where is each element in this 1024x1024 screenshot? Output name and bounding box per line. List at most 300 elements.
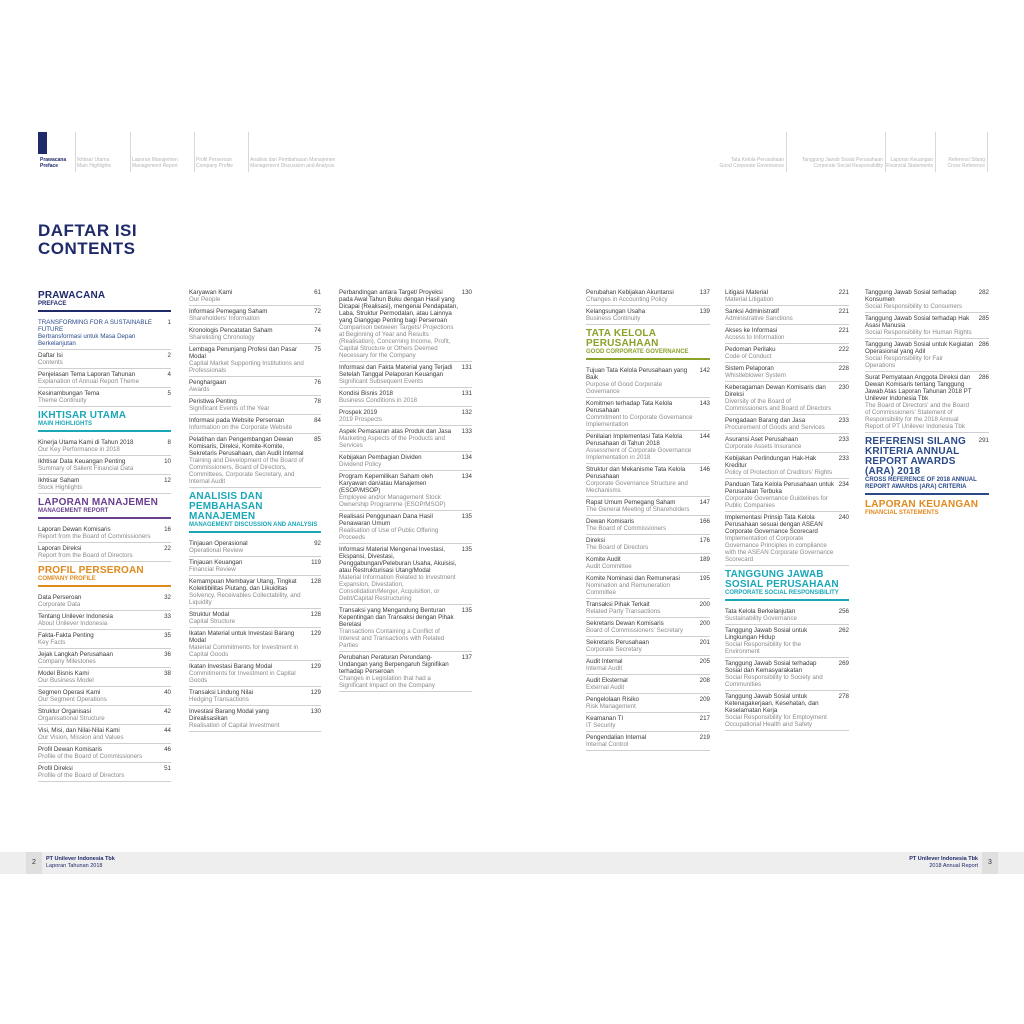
entry-page-number: 10 xyxy=(164,458,171,465)
nav-tab-marker xyxy=(935,132,936,172)
toc-entry[interactable] xyxy=(339,426,472,452)
toc-entry[interactable] xyxy=(725,606,849,625)
toc-entry[interactable] xyxy=(586,306,710,325)
toc-entry[interactable] xyxy=(189,628,321,661)
entry-page-number: 129 xyxy=(310,663,321,670)
toc-entry[interactable] xyxy=(725,287,849,306)
entry-page-number: 61 xyxy=(314,289,321,296)
section-title: LAPORAN MANAJEMEN xyxy=(38,497,159,508)
toc-entry[interactable] xyxy=(586,675,710,694)
entry-title: Lembaga Penunjang Profesi dan Pasar Modal xyxy=(189,346,298,360)
nav-tab-label: Analisis dan Pembahasan Manajemen xyxy=(250,157,336,163)
footer-text xyxy=(909,856,978,870)
entry-page-number: 147 xyxy=(699,499,710,506)
page-title xyxy=(38,222,137,258)
toc-entry[interactable] xyxy=(38,668,171,687)
entry-translation: Realisation of Use of Public Offering Proceeds xyxy=(339,527,439,541)
entry-title: Realisasi Penggunaan Dana Hasil Penawaran Umum xyxy=(339,513,433,527)
toc-entry[interactable] xyxy=(189,287,321,306)
entry-title: Informasi Material Mengenai Investasi, Ekspansi, Divestasi, Penggabungan/Peleburan Usaha, Akuisisi, atau Restrukturisasi Utang/Modal xyxy=(339,546,457,574)
entry-translation: Shareholders' Information xyxy=(189,315,260,322)
toc-entry[interactable] xyxy=(189,377,321,396)
toc-entry[interactable] xyxy=(586,732,710,751)
toc-entry[interactable] xyxy=(189,557,321,576)
nav-tab-marker xyxy=(75,132,76,172)
toc-entry[interactable] xyxy=(38,456,171,475)
entry-title: Perubahan Kebijakan Akuntansi xyxy=(586,289,674,296)
toc-entry[interactable] xyxy=(725,691,849,731)
entry-page-number: 8 xyxy=(167,439,171,446)
entry-translation: Whistleblower System xyxy=(725,372,786,379)
entry-page-number: 233 xyxy=(838,455,849,462)
entry-page-number: 228 xyxy=(838,365,849,372)
nav-tab-sublabel: Management Discussion and Analysis xyxy=(250,163,335,169)
toc-entry[interactable] xyxy=(865,313,989,339)
entry-translation: External Audit xyxy=(586,684,625,691)
toc-entry[interactable] xyxy=(38,687,171,706)
entry-page-number: 128 xyxy=(310,611,321,618)
toc-entry[interactable] xyxy=(725,415,849,434)
entry-page-number: 233 xyxy=(838,417,849,424)
toc-entry[interactable] xyxy=(38,763,171,782)
entry-translation: Company Milestones xyxy=(38,658,96,665)
toc-entry[interactable] xyxy=(586,618,710,637)
nav-tab[interactable] xyxy=(888,132,936,172)
footer-company: PT Unilever Indonesia Tbk xyxy=(46,856,115,862)
toc-entry[interactable] xyxy=(725,344,849,363)
toc-column-3 xyxy=(339,287,472,692)
entry-page-number: 286 xyxy=(978,374,989,381)
entry-title: Panduan Tata Kelola Perusahaan untuk Perusahaan Terbuka xyxy=(725,481,834,495)
section-heading xyxy=(865,437,989,495)
entry-translation: Audit Committee xyxy=(586,563,632,570)
toc-entry[interactable] xyxy=(725,479,849,512)
section-title: IKHTISAR UTAMA xyxy=(38,410,127,421)
toc-entry[interactable] xyxy=(189,306,321,325)
nav-tab[interactable] xyxy=(792,132,886,172)
entry-translation: Our Vision, Mission and Values xyxy=(38,734,124,741)
entry-translation: Information on the Corporate Website xyxy=(189,424,293,431)
entry-translation: Capital Structure xyxy=(189,618,236,625)
toc-entry[interactable] xyxy=(38,744,171,763)
entry-translation: Social Responsibility for Fair Operations xyxy=(865,355,944,369)
entry-page-number: 139 xyxy=(699,308,710,315)
entry-title: Tanggung Jawab Sosial terhadap Konsumen xyxy=(865,289,957,303)
toc-entry[interactable] xyxy=(189,661,321,687)
nav-tab[interactable] xyxy=(720,132,787,172)
entry-translation: Changes in Accounting Policy xyxy=(586,296,668,303)
entry-page-number: 217 xyxy=(699,715,710,722)
toc-entry[interactable] xyxy=(725,363,849,382)
entry-page-number: 208 xyxy=(699,677,710,684)
entry-translation: Organisational Structure xyxy=(38,715,105,722)
nav-tab-sublabel: Main Highlights xyxy=(77,163,112,169)
toc-entry[interactable] xyxy=(38,543,171,562)
nav-tab-sublabel: Company Profile xyxy=(196,163,233,169)
toc-entry[interactable] xyxy=(586,365,710,398)
entry-translation: Social Responsibility for Employment Occupational Health and Safety xyxy=(725,714,827,728)
entry-page-number: 142 xyxy=(699,367,710,374)
section-title: PRAWACANA xyxy=(38,290,106,301)
section-heading xyxy=(865,500,989,519)
entry-title: Litigasi Material xyxy=(725,289,768,296)
page-number: 3 xyxy=(982,852,998,874)
toc-entry[interactable] xyxy=(339,388,472,407)
nav-tab[interactable] xyxy=(937,132,988,172)
section-title: REFERENSI SILANG KRITERIA ANNUAL REPORT AWARDS (ARA) 2018 xyxy=(865,436,966,477)
entry-translation: Corporate Secretary xyxy=(586,646,642,653)
entry-page-number: 133 xyxy=(461,428,472,435)
page-number: 291 xyxy=(978,437,989,444)
toc-entry[interactable] xyxy=(586,599,710,618)
section-subtitle: COMPANY PROFILE xyxy=(38,576,96,582)
entry-page-number: 78 xyxy=(314,398,321,405)
entry-page-number: 282 xyxy=(978,289,989,296)
entry-title: Ikhtisar Saham xyxy=(38,477,80,484)
entry-title: Tanggung Jawab Sosial untuk Kegiatan Operasional yang Adil xyxy=(865,341,974,355)
toc-entry[interactable] xyxy=(38,317,171,350)
section-heading xyxy=(189,492,321,533)
entry-title: Program Kepemilikan Saham oleh Karyawan dan/atau Manajemen (ESOP/MSOP) xyxy=(339,473,433,494)
entry-translation: Business Conditions in 2018 xyxy=(339,397,418,404)
page-title-id: DAFTAR ISI xyxy=(38,221,138,240)
entry-page-number: 38 xyxy=(164,670,171,677)
entry-title: Segmen Operasi Kami xyxy=(38,689,101,696)
entry-translation: Hedging Transactions xyxy=(189,696,249,703)
toc-entry[interactable] xyxy=(865,287,989,313)
entry-translation: Corporate Assets Insurance xyxy=(725,443,802,450)
entry-translation: Report from the Board of Directors xyxy=(38,552,133,559)
entry-page-number: 240 xyxy=(838,514,849,521)
toc-entry[interactable] xyxy=(865,372,989,433)
entry-title: Penilaian Implementasi Tata Kelola Perusahaan di Tahun 2018 xyxy=(586,433,683,447)
entry-title: Investasi Barang Modal yang Direalisasikan xyxy=(189,708,269,722)
entry-title: Kinerja Utama Kami di Tahun 2018 xyxy=(38,439,134,446)
toc-entry[interactable] xyxy=(189,576,321,609)
nav-tab-marker xyxy=(194,132,195,172)
entry-title: TRANSFORMING FOR A SUSTAINABLE FUTURE xyxy=(38,319,153,333)
toc-entry[interactable] xyxy=(38,649,171,668)
toc-entry[interactable] xyxy=(339,362,472,388)
toc-entry[interactable] xyxy=(725,512,849,566)
entry-page-number: 137 xyxy=(699,289,710,296)
entry-title: Karyawan Kami xyxy=(189,289,233,296)
toc-column-6 xyxy=(865,287,989,524)
entry-translation: Access to Information xyxy=(725,334,785,341)
entry-translation: Sharelisting Chronology xyxy=(189,334,255,341)
entry-title: Struktur Modal xyxy=(189,611,230,618)
section-heading xyxy=(38,291,171,312)
entry-title: Transaksi yang Mengandung Benturan Kepentingan dan Transaksi dengan Pihak Berelasi xyxy=(339,607,454,628)
toc-entry[interactable] xyxy=(725,382,849,415)
entry-title: Tinjauan Keuangan xyxy=(189,559,243,566)
entry-page-number: 75 xyxy=(314,346,321,353)
entry-title: Tentang Unilever Indonesia xyxy=(38,613,113,620)
entry-translation: Corporate Governance Guidelines for Public Companies xyxy=(725,495,828,509)
entry-translation: Procurement of Goods and Services xyxy=(725,424,825,431)
entry-title: Penjelasan Tema Laporan Tahunan xyxy=(38,371,136,378)
entry-page-number: 219 xyxy=(699,734,710,741)
toc-entry[interactable] xyxy=(189,538,321,557)
entry-title: Laporan Direksi xyxy=(38,545,82,552)
entry-page-number: 234 xyxy=(838,481,849,488)
entry-translation: Bertransformasi untuk Masa Depan Berkelanjutan xyxy=(38,333,136,347)
entry-translation: Theme Continuity xyxy=(38,397,87,404)
entry-page-number: 119 xyxy=(311,559,321,566)
entry-title: Pengelolaan Risiko xyxy=(586,696,639,703)
section-subtitle: GOOD CORPORATE GOVERNANCE xyxy=(586,349,689,355)
entry-page-number: 129 xyxy=(310,630,321,637)
entry-title: Informasi pada Website Perseroan xyxy=(189,417,285,424)
entry-title: Laporan Dewan Komisaris xyxy=(38,526,111,533)
toc-entry[interactable] xyxy=(38,706,171,725)
section-heading xyxy=(586,329,710,360)
entry-title: Profil Direksi xyxy=(38,765,73,772)
entry-title: Kelangsungan Usaha xyxy=(586,308,646,315)
toc-entry[interactable] xyxy=(725,453,849,479)
entry-translation: Material Commitments for Investment in Capital Goods xyxy=(189,644,299,658)
toc-entry[interactable] xyxy=(725,625,849,658)
entry-translation: The General Meeting of Shareholders xyxy=(586,506,690,513)
entry-page-number: 144 xyxy=(699,433,710,440)
entry-translation: Sustainability Governance xyxy=(725,615,797,622)
entry-title: Tanggung Jawab Sosial untuk Ketenagakerjaan, Kesehatan, dan Keselamatan Kerja xyxy=(725,693,819,714)
entry-page-number: 16 xyxy=(164,526,171,533)
toc-entry[interactable] xyxy=(586,637,710,656)
entry-page-number: 221 xyxy=(838,289,849,296)
toc-entry[interactable] xyxy=(189,687,321,706)
footer-left xyxy=(0,852,512,874)
entry-title: Struktur dan Mekanisme Tata Kelola Perusahaan xyxy=(586,466,686,480)
entry-title: Daftar Isi xyxy=(38,352,63,359)
entry-page-number: 5 xyxy=(167,390,171,397)
entry-translation: Social Responsibility for the Environment xyxy=(725,641,802,655)
toc-entry[interactable] xyxy=(725,434,849,453)
entry-title: Struktur Organisasi xyxy=(38,708,91,715)
entry-translation: Purpose of Good Corporate Governance xyxy=(586,381,663,395)
entry-translation: Employee and/or Management Stock Ownership Programme (ESOP/MSOP) xyxy=(339,494,446,508)
entry-page-number: 134 xyxy=(461,454,472,461)
section-subtitle: MANAGEMENT REPORT xyxy=(38,508,109,514)
entry-translation: Policy of Protection of Creditors' Rights xyxy=(725,469,833,476)
entry-translation: Operational Review xyxy=(189,547,243,554)
entry-page-number: 42 xyxy=(164,708,171,715)
entry-translation: Dividend Policy xyxy=(339,461,382,468)
toc-entry[interactable] xyxy=(586,431,710,464)
entry-page-number: 132 xyxy=(461,409,472,416)
toc-entry[interactable] xyxy=(38,350,171,369)
entry-title: Implementasi Prinsip Tata Kelola Perusahaan sesuai dengan ASEAN Corporate Governance Scorecard xyxy=(725,514,823,535)
entry-page-number: 40 xyxy=(164,689,171,696)
entry-title: Audit Eksternal xyxy=(586,677,628,684)
entry-page-number: 46 xyxy=(164,746,171,753)
entry-page-number: 129 xyxy=(310,689,321,696)
entry-title: Profil Dewan Komisaris xyxy=(38,746,102,753)
entry-page-number: 195 xyxy=(699,575,710,582)
nav-tab-sublabel: Cross Reference xyxy=(947,163,985,169)
entry-page-number: 256 xyxy=(838,608,849,615)
entry-translation: Contents xyxy=(38,359,63,366)
nav-tab-label: Tata Kelola Perusahaan xyxy=(730,157,784,163)
toc-entry[interactable] xyxy=(189,344,321,377)
toc-entry[interactable] xyxy=(339,511,472,544)
entry-title: Ikhtisar Data Keuangan Penting xyxy=(38,458,126,465)
entry-title: Data Perseroan xyxy=(38,594,82,601)
toc-entry[interactable] xyxy=(586,287,710,306)
toc-entry[interactable] xyxy=(38,369,171,388)
entry-title: Informasi dan Fakta Material yang Terjadi Setelah Tanggal Pelaporan Keuangan xyxy=(339,364,453,378)
entry-page-number: 72 xyxy=(314,308,321,315)
entry-title: Surat Pernyataan Anggota Direksi dan Dewan Komisaris tentang Tanggung Jawab Atas Laporan Tahunan 2018 PT Unilever Indonesia Tbk xyxy=(865,374,972,402)
toc-entry[interactable] xyxy=(586,464,710,497)
section-title: PROFIL PERSEROAN xyxy=(38,565,144,576)
entry-page-number: 200 xyxy=(699,620,710,627)
entry-title: Perubahan Peraturan Perundang-Undangan yang Berpengaruh Signifikan terhadap Perseroan xyxy=(339,654,449,675)
toc-entry[interactable] xyxy=(189,434,321,488)
entry-title: Aspek Pemasaran atas Produk dan Jasa xyxy=(339,428,452,435)
entry-title: Kondisi Bisnis 2018 xyxy=(339,390,394,397)
toc-entry[interactable] xyxy=(38,592,171,611)
entry-title: Pelatihan dan Pengembangan Dewan Komisaris, Direksi, Komite-Komite, Sekretaris Perusahaan, dan Audit Internal xyxy=(189,436,304,457)
toc-entry[interactable] xyxy=(38,524,171,543)
nav-tab-label: Profil Perseroan xyxy=(196,157,232,163)
toc-column-4 xyxy=(586,287,710,751)
top-navigation-right xyxy=(720,132,988,172)
entry-page-number: 209 xyxy=(699,696,710,703)
toc-entry[interactable] xyxy=(586,713,710,732)
entry-title: Visi, Misi, dan Nilai-Nilai Kami xyxy=(38,727,120,734)
toc-entry[interactable] xyxy=(339,287,472,362)
toc-entry[interactable] xyxy=(189,415,321,434)
toc-entry[interactable] xyxy=(38,437,171,456)
toc-entry[interactable] xyxy=(339,652,472,692)
entry-page-number: 2 xyxy=(167,352,171,359)
entry-translation: Explanation of Annual Report Theme xyxy=(38,378,140,385)
toc-entry[interactable] xyxy=(38,388,171,407)
entry-page-number: 22 xyxy=(164,545,171,552)
entry-title: Rapat Umum Pemegang Saham xyxy=(586,499,676,506)
entry-title: Informasi Pemegang Saham xyxy=(189,308,268,315)
toc-entry[interactable] xyxy=(865,339,989,372)
entry-translation: Capital Market Supporting Institutions and Professionals xyxy=(189,360,304,374)
entry-title: Akses ke Informasi xyxy=(725,327,778,334)
toc-entry[interactable] xyxy=(586,516,710,535)
toc-entry[interactable] xyxy=(339,605,472,652)
entry-page-number: 76 xyxy=(314,379,321,386)
toc-entry[interactable] xyxy=(189,396,321,415)
entry-title: Tata Kelola Berkelanjutan xyxy=(725,608,796,615)
toc-entry[interactable] xyxy=(586,573,710,599)
entry-title: Kemampuan Membayar Utang, Tingkat Kolektibilitas Piutang, dan Likuiditas xyxy=(189,578,297,592)
entry-page-number: 285 xyxy=(978,315,989,322)
toc-entry[interactable] xyxy=(586,398,710,431)
section-subtitle: MAIN HIGHLIGHTS xyxy=(38,421,92,427)
section-subtitle: CORPORATE SOCIAL RESPONSIBILITY xyxy=(725,590,839,596)
toc-entry[interactable] xyxy=(586,497,710,516)
entry-translation: Realisation of Capital Investment xyxy=(189,722,280,729)
entry-page-number: 36 xyxy=(164,651,171,658)
toc-column-5 xyxy=(725,287,849,731)
entry-translation: Diversity of the Board of Commissioners and Board of Directors xyxy=(725,398,832,412)
entry-translation: Significant Subsequent Events xyxy=(339,378,423,385)
toc-entry[interactable] xyxy=(339,544,472,605)
entry-page-number: 4 xyxy=(167,371,171,378)
entry-translation: Material Information Related to Investment Expansion, Divestation, Consolidation/Merger, Acquisition, or Debt/Capital Restructuring xyxy=(339,574,456,602)
entry-title: Transaksi Lindung Nilai xyxy=(189,689,254,696)
entry-translation: Our Key Performance in 2018 xyxy=(38,446,120,453)
entry-translation: Our Segment Operations xyxy=(38,696,107,703)
entry-page-number: 262 xyxy=(838,627,849,634)
entry-page-number: 205 xyxy=(699,658,710,665)
toc-entry[interactable] xyxy=(725,658,849,691)
section-heading xyxy=(38,566,171,587)
toc-entry[interactable] xyxy=(339,452,472,471)
entry-translation: Profile of the Board of Commissioners xyxy=(38,753,143,760)
toc-entry[interactable] xyxy=(725,306,849,325)
entry-title: Tujuan Tata Kelola Perusahaan yang Baik xyxy=(586,367,688,381)
entry-translation: Comparison between Targets/ Projections at Beginning of Year and Results (Realisation), Concerning Income, Profit, Capital Structure or Others Deemed Necessary for the Company xyxy=(339,324,454,359)
nav-tab-label: Prawacana xyxy=(40,157,67,163)
entry-title: Dewan Komisaris xyxy=(586,518,635,525)
entry-translation: Stock Highlights xyxy=(38,484,83,491)
toc-entry[interactable] xyxy=(339,471,472,511)
entry-page-number: 130 xyxy=(461,289,472,296)
entry-translation: Marketing Aspects of the Products and Services xyxy=(339,435,445,449)
toc-entry[interactable] xyxy=(38,725,171,744)
toc-entry[interactable] xyxy=(339,407,472,426)
entry-translation: About Unilever Indonesia xyxy=(38,620,108,627)
entry-page-number: 128 xyxy=(310,578,321,585)
toc-entry[interactable] xyxy=(189,706,321,732)
entry-title: Perbandingan antara Target/ Proyeksi pada Awal Tahun Buku dengan Hasil yang Dicapai (Realisasi), mengenai Pendapatan, Laba, Struktur Permodalan, atau Lainnya yang Dianggap Penting bagi Perseroan xyxy=(339,289,459,324)
section-subtitle: MANAGEMENT DISCUSSION AND ANALYSIS xyxy=(189,522,318,528)
entry-page-number: 51 xyxy=(164,765,171,772)
footer-company: PT Unilever Indonesia Tbk xyxy=(909,856,978,862)
entry-page-number: 189 xyxy=(699,556,710,563)
entry-page-number: 74 xyxy=(314,327,321,334)
toc-entry[interactable] xyxy=(38,611,171,630)
entry-page-number: 200 xyxy=(699,601,710,608)
nav-tab-sublabel: Management Report xyxy=(132,163,178,169)
entry-title: Komite Nominasi dan Remunerasi xyxy=(586,575,680,582)
toc-entry[interactable] xyxy=(38,630,171,649)
entry-title: Kronologis Pencatatan Saham xyxy=(189,327,273,334)
entry-page-number: 221 xyxy=(838,327,849,334)
entry-translation: Social Responsibility to Society and Communities xyxy=(725,674,823,688)
entry-translation: Corporate Governance Structure and Mechanisms xyxy=(586,480,688,494)
entry-translation: Commitments for Investment in Capital Goods xyxy=(189,670,296,684)
entry-page-number: 131 xyxy=(461,364,472,371)
toc-entry[interactable] xyxy=(189,609,321,628)
toc-entry[interactable] xyxy=(725,325,849,344)
entry-page-number: 1 xyxy=(167,319,171,326)
entry-translation: Internal Control xyxy=(586,741,629,748)
entry-title: Ikatan Investasi Barang Modal xyxy=(189,663,273,670)
toc-entry[interactable] xyxy=(586,554,710,573)
toc-entry[interactable] xyxy=(586,535,710,554)
entry-translation: Corporate Data xyxy=(38,601,81,608)
toc-entry[interactable] xyxy=(189,325,321,344)
entry-translation: Social Responsibility for Human Rights xyxy=(865,329,972,336)
section-title: ANALISIS DAN PEMBAHASAN MANAJEMEN xyxy=(189,491,263,522)
nav-tab-sublabel: Financial Statements xyxy=(886,163,933,169)
toc-entry[interactable] xyxy=(586,656,710,675)
toc-entry[interactable] xyxy=(38,475,171,494)
entry-translation: Report from the Board of Commissioners xyxy=(38,533,151,540)
footer-report: Laporan Tahunan 2018 xyxy=(46,863,103,869)
toc-entry[interactable] xyxy=(586,694,710,713)
entry-page-number: 143 xyxy=(699,400,710,407)
